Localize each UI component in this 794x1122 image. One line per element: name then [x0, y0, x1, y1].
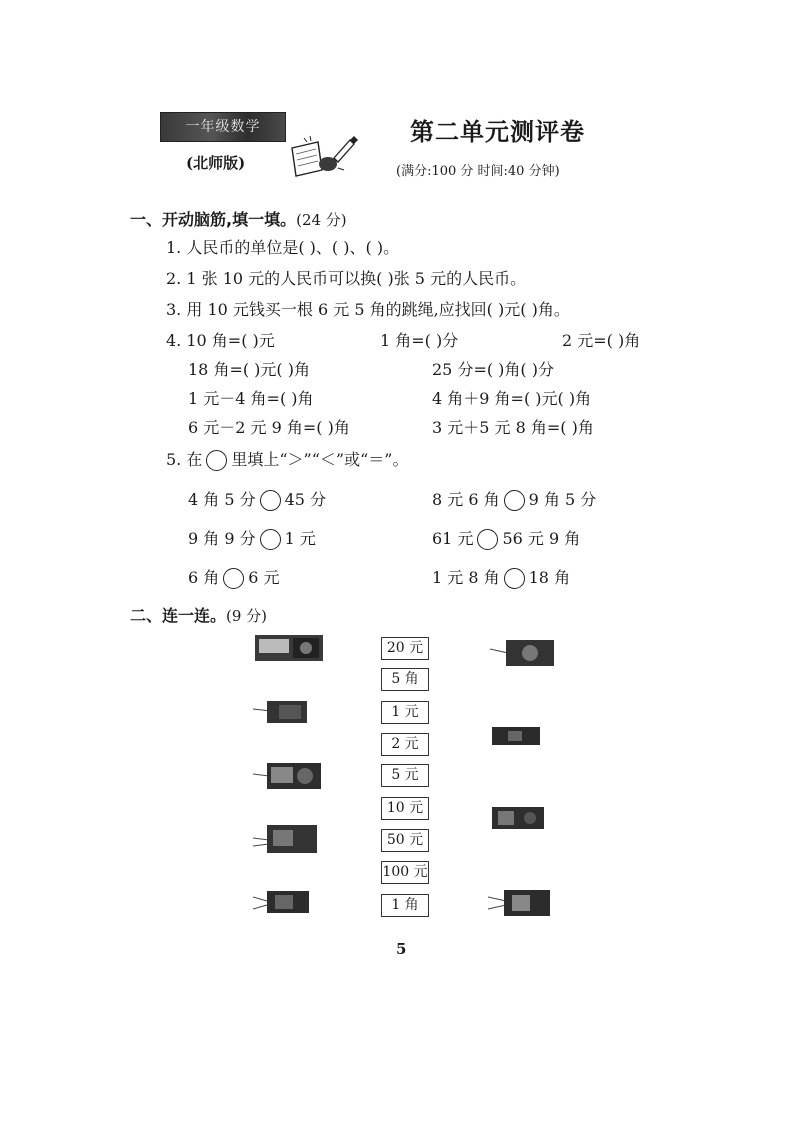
value-box-100-yuan[interactable]: 100 元: [381, 861, 429, 884]
compare-circle[interactable]: [504, 568, 525, 589]
value-box-20-yuan[interactable]: 20 元: [381, 637, 429, 660]
compare-left: 61 元: [432, 529, 474, 548]
blank-circle-icon: [206, 450, 227, 471]
compare-circle[interactable]: [260, 490, 281, 511]
compare-item-6: [432, 565, 570, 589]
section-2-heading: [130, 603, 267, 626]
section-2-score: (9 分): [226, 607, 268, 625]
value-box-1-yuan[interactable]: 1 元: [381, 701, 429, 724]
banknote-image-icon: [488, 887, 552, 919]
edition-label: (北师版): [186, 154, 246, 172]
score-time-info: (满分:100 分 时间:40 分钟): [396, 164, 560, 179]
compare-right: 6 元: [248, 568, 280, 587]
compare-item-1: [188, 487, 326, 511]
banknote-image-icon: [253, 887, 311, 917]
question-1: 1. 人民币的单位是( )、( )、( )。: [166, 238, 400, 257]
book-pencil-icon: [288, 134, 358, 178]
compare-circle[interactable]: [223, 568, 244, 589]
compare-item-2: [432, 487, 596, 511]
banknote-image-icon: [253, 632, 325, 664]
section-1-title: 一、开动脑筋,填一填。: [130, 210, 297, 229]
q4-row4-a: 6 元－2 元 9 角=( )角: [188, 418, 350, 437]
banknote-image-icon: [492, 725, 540, 747]
q4-row3-a: 1 元－4 角=( )角: [188, 389, 314, 408]
compare-right: 1 元: [284, 529, 316, 548]
compare-item-3: [188, 526, 316, 550]
q4-row2-a: 18 角=( )元( )角: [188, 360, 310, 379]
q4-row1-c: 2 元=( )角: [562, 331, 641, 350]
grade-banner: 一年级数学: [160, 112, 286, 142]
question-5: [166, 447, 408, 471]
banknote-image-icon: [490, 637, 556, 669]
compare-left: 4 角 5 分: [188, 490, 256, 509]
q4-row3-b: 4 角＋9 角=( )元( )角: [432, 389, 592, 408]
page-title: 第二单元测评卷: [410, 117, 585, 146]
banknote-image-icon: [253, 760, 323, 792]
banknote-image-icon: [253, 822, 319, 856]
q5-suffix: 里填上“＞”“＜”或“＝”。: [231, 450, 409, 469]
compare-circle[interactable]: [260, 529, 281, 550]
value-box-50-yuan[interactable]: 50 元: [381, 829, 429, 852]
value-box-1-jiao[interactable]: 1 角: [381, 894, 429, 917]
compare-right: 56 元 9 角: [502, 529, 581, 548]
compare-left: 6 角: [188, 568, 220, 587]
section-2-title: 二、连一连。: [130, 606, 227, 625]
compare-left: 8 元 6 角: [432, 490, 500, 509]
compare-circle[interactable]: [477, 529, 498, 550]
value-box-5-jiao[interactable]: 5 角: [381, 668, 429, 691]
value-box-2-yuan[interactable]: 2 元: [381, 733, 429, 756]
compare-right: 9 角 5 分: [528, 490, 597, 509]
value-box-10-yuan[interactable]: 10 元: [381, 797, 429, 820]
compare-left: 1 元 8 角: [432, 568, 500, 587]
section-1-heading: [130, 207, 347, 230]
compare-right: 45 分: [284, 490, 327, 509]
compare-item-5: [188, 565, 280, 589]
compare-right: 18 角: [528, 568, 571, 587]
q5-prefix: 5. 在: [166, 450, 203, 469]
compare-circle[interactable]: [504, 490, 525, 511]
question-3: 3. 用 10 元钱买一根 6 元 5 角的跳绳,应找回( )元( )角。: [166, 300, 570, 319]
q4-row2-b: 25 分=( )角( )分: [432, 360, 554, 379]
banknote-image-icon: [253, 697, 309, 727]
q4-row1-a: 4. 10 角=( )元: [166, 331, 275, 350]
compare-left: 9 角 9 分: [188, 529, 256, 548]
page-number: 5: [396, 940, 407, 958]
question-2: 2. 1 张 10 元的人民币可以换( )张 5 元的人民币。: [166, 269, 527, 288]
section-1-score: (24 分): [296, 211, 347, 229]
compare-item-4: [432, 526, 580, 550]
q4-row4-b: 3 元＋5 元 8 角=( )角: [432, 418, 594, 437]
q4-row1-b: 1 角=( )分: [380, 331, 459, 350]
value-box-5-yuan[interactable]: 5 元: [381, 764, 429, 787]
banknote-image-icon: [492, 805, 544, 831]
